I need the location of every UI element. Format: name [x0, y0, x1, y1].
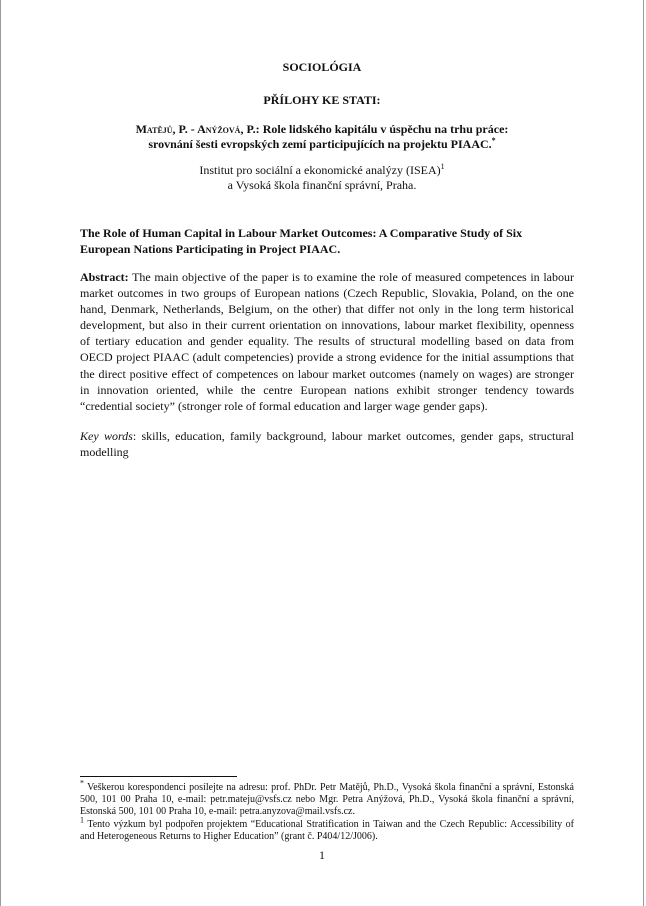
title-footnote-mark: *	[491, 136, 496, 145]
affiliation	[61, 163, 583, 193]
affiliation-line2: a Vysoká škola finanční správní, Praha.	[227, 178, 417, 192]
keywords	[80, 428, 574, 460]
keywords-label: Key words	[80, 429, 133, 443]
title-cs-part2: srovnání šesti evropských zemí participujících na projektu PIAAC.	[148, 137, 492, 151]
keywords-text: : skills, education, family background, labour market outcomes, gender gaps, structural modelling	[80, 429, 575, 459]
affiliation-line1-row	[61, 163, 583, 178]
page-number: 1	[319, 848, 325, 862]
abstract-label: Abstract:	[80, 270, 129, 284]
footnote-mark: *	[80, 778, 84, 788]
abstract-text: The main objective of the paper is to examine the role of measured competences in labour market outcomes in two groups of European nations (Czech Republic, Slovakia, Poland, on the one hand, Denmark, Netherlands, Belgium, on the other) that differ not only in the long term historical development, but also in their current orientation on innovations, labour market flexibility, openness of tertiary education and gender equality. The results of structural modelling based on data from OECD project PIAAC (adult competencies) provide a strong evidence for the initial assumptions that the direct positive effect of competences on labour market outcomes (namely on wages) are stronger in innovation oriented, while the centre European nations exhibit stronger tendency towards “credential society” (stronger role of formal education and larger wage gender gaps).	[80, 270, 574, 413]
footnote-text: Veškerou korespondenci posílejte na adresu: prof. PhDr. Petr Matějů, Ph.D., Vysoká škola finanční a správní, Estonská 500, 101 00 Praha 10, e-mail: petr.mateju@vsfs.cz nebo Mgr. Petra Anýžová, Ph.D., Vysoká škola finanční a správní, Estonská 500, 101 00 Praha 10, e-mail: petra.anyzova@mail.vsfs.cz.	[80, 782, 574, 818]
article-heading-cs	[61, 122, 583, 152]
abstract	[80, 269, 574, 414]
footnote-text: Tento výzkum byl podpořen projektem “Educational Stratification in Taiwan and the Czech Republic: Accessibility of and Heterogeneous Returns to Higher Education” (grant č. P404/12/J006).	[80, 818, 575, 842]
affiliation-footnote-mark: 1	[440, 162, 445, 171]
title-cs-line1	[61, 122, 583, 137]
footnote-correspondence	[80, 778, 574, 819]
footnotes	[80, 778, 575, 843]
title-en: The Role of Human Capital in Labour Market Outcomes: A Comparative Study of Six European Nations Participating in Project PIAAC.	[80, 226, 523, 256]
authors: Matějů, P. - Anýžová, P.:	[135, 122, 260, 136]
title-cs-line2	[61, 137, 583, 152]
journal-name: SOCIOLÓGIA	[282, 60, 362, 74]
section-heading: PŘÍLOHY KE STATI:	[263, 93, 381, 107]
footnote-grant	[80, 815, 575, 843]
footnote-mark: 1	[80, 815, 84, 825]
title-cs-part1: Role lidského kapitálu v úspěchu na trhu práce:	[262, 122, 509, 136]
footnote-separator	[80, 776, 237, 777]
affiliation-line1: Institut pro sociální a ekonomické analýzy (ISEA)	[199, 163, 441, 177]
